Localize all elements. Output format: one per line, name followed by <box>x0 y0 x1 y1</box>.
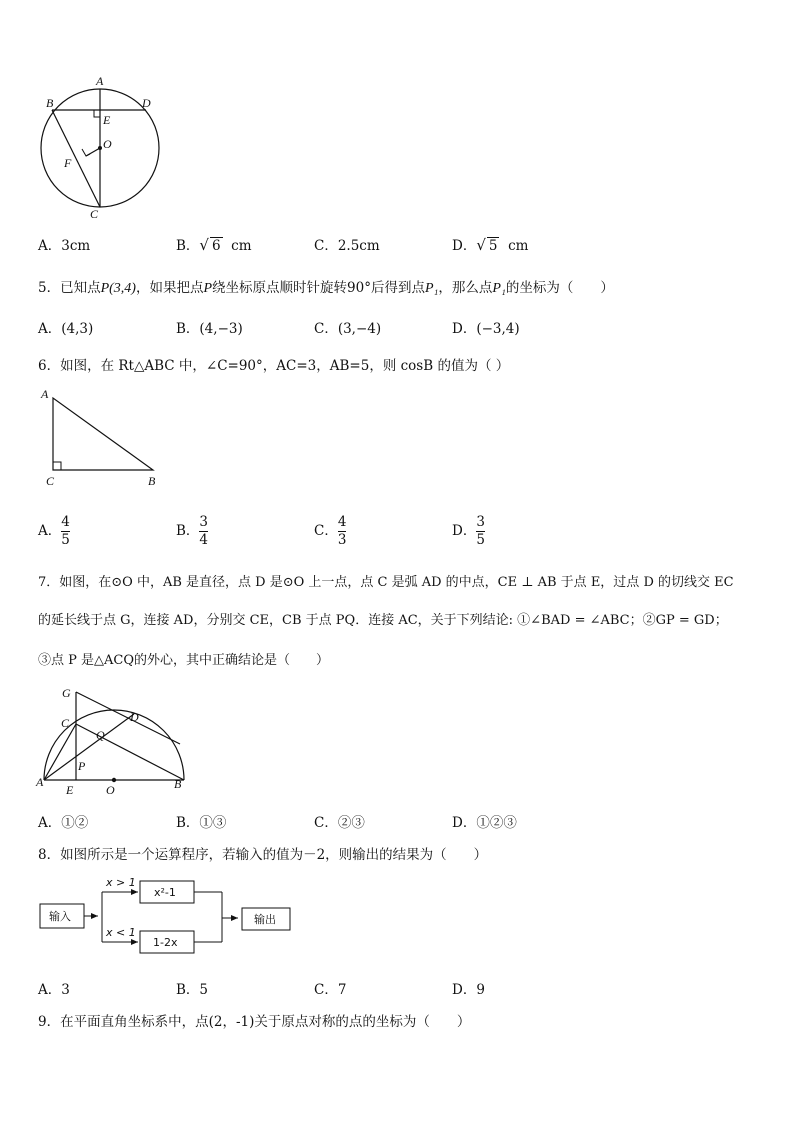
q7-option-c[interactable]: C．②③ <box>314 815 365 831</box>
q8-option-c[interactable]: C．7 <box>314 982 347 998</box>
q4-chord-bc <box>52 110 100 207</box>
q7-label-g: G <box>62 686 71 700</box>
q7-label-a: A <box>36 775 44 789</box>
q4-center-dot <box>98 146 102 150</box>
q6-option-a[interactable] <box>38 514 70 549</box>
q8-cond-gt: x > 1 <box>106 876 136 889</box>
q4-label-a: A <box>96 74 104 88</box>
q4-option-c[interactable]: C．2.5cm <box>314 238 380 254</box>
q6-option-a-num: 4 <box>61 514 70 530</box>
q5-point: P(3,4) <box>100 281 136 296</box>
q5-text-b: ，如果把点 <box>135 280 204 296</box>
q4-right-angle-e <box>94 110 100 117</box>
q5-text-a: 5．已知点 <box>38 280 101 296</box>
q7-label-b: B <box>174 777 182 791</box>
q4-right-angle-f <box>82 149 90 156</box>
q4-option-d-radicand: 5 <box>488 238 498 254</box>
q7-line-cb <box>76 724 184 780</box>
q7-center-dot <box>112 778 116 782</box>
q6-option-d[interactable] <box>452 514 485 549</box>
q5-option-a[interactable]: A．(4,3) <box>38 321 94 337</box>
q6-label-b: B <box>148 474 156 488</box>
q4-label-o: O <box>103 137 112 151</box>
q7-question-line2: 的延长线于点 G，连接 AD，分别交 CE，CB 于点 PQ．连接 AC，关于下列结论: ①∠BAD = ∠ABC；②GP = GD； <box>38 613 728 628</box>
q4-option-a[interactable]: A．3cm <box>38 238 91 254</box>
q6-label-a: A <box>41 387 49 401</box>
q6-triangle <box>53 398 153 470</box>
q5-text-e: 的坐标为（ ） <box>505 280 614 296</box>
q6-option-c-label: C． <box>314 522 338 539</box>
q4-option-d-label: D． <box>452 238 477 254</box>
q8-question: 8．如图所示是一个运算程序，若输入的值为－2，则输出的结果为（ ） <box>38 847 488 863</box>
q4-option-b-unit: cm <box>231 238 252 254</box>
q6-question: 6．如图，在 Rt△ABC 中，∠C=90°，AC=3，AB=5，则 cosB 的值为（ ） <box>38 358 510 374</box>
q5-text-c: 绕坐标原点顺时针旋转90°后得到点 <box>212 280 425 296</box>
q7-semicircle-figure <box>32 684 192 796</box>
q6-option-d-num: 3 <box>476 514 485 530</box>
q6-option-a-fraction <box>61 514 70 549</box>
q5-option-b[interactable]: B．(4,−3) <box>176 321 243 337</box>
q4-option-d[interactable] <box>452 234 528 254</box>
q8-option-b[interactable]: B．5 <box>176 982 209 998</box>
q8-expr-lt: 1-2x <box>153 936 178 949</box>
q7-question-line1: 7．如图，在⊙O 中，AB 是直径，点 D 是⊙O 上一点，点 C 是弧 AD 的中点，CE ⊥ AB 于点 E，过点 D 的切线交 EC <box>38 575 734 590</box>
q4-label-e: E <box>103 113 111 127</box>
q8-expr-gt: x²-1 <box>154 886 176 899</box>
q7-option-a[interactable]: A．①② <box>38 815 89 831</box>
q4-label-c: C <box>90 207 99 221</box>
q5-p: P <box>203 281 213 296</box>
q4-option-d-unit: cm <box>508 238 529 254</box>
q6-triangle-figure <box>36 384 166 492</box>
q6-option-b-fraction <box>199 514 208 549</box>
q7-option-b[interactable]: B．①③ <box>176 815 227 831</box>
q6-option-a-label: A． <box>38 522 62 539</box>
q6-option-d-den: 5 <box>476 531 485 548</box>
q6-option-c-fraction <box>338 514 347 549</box>
q4-label-f: F <box>64 156 72 170</box>
q7-label-q: Q <box>96 728 105 742</box>
q8-flowchart <box>36 872 296 962</box>
q5-question <box>38 276 614 297</box>
q7-line-ac <box>44 724 76 780</box>
q6-option-c[interactable] <box>314 514 346 549</box>
q7-label-d: D <box>130 710 139 724</box>
q4-option-b-label: B． <box>176 238 200 254</box>
q5-p1-2: P₁ <box>492 281 506 296</box>
q7-label-c: C <box>61 716 70 730</box>
q4-label-b: B <box>46 96 54 110</box>
q6-right-angle <box>53 462 61 470</box>
q6-option-b-den: 4 <box>199 531 209 548</box>
q4-circle-figure <box>30 72 170 222</box>
q6-option-b[interactable] <box>176 514 208 549</box>
q5-text-d: ，那么点 <box>438 280 493 296</box>
q6-option-d-fraction <box>476 514 485 549</box>
q6-option-b-label: B． <box>176 522 200 539</box>
q4-option-b-radicand: 6 <box>211 238 221 254</box>
q6-label-c: C <box>46 474 55 488</box>
q9-question: 9．在平面直角坐标系中，点(2，-1)关于原点对称的点的坐标为（ ） <box>38 1014 471 1030</box>
q6-option-c-den: 3 <box>337 531 347 548</box>
q4-label-d: D <box>142 96 151 110</box>
q6-option-d-label: D． <box>452 522 477 539</box>
q8-option-a[interactable]: A．3 <box>38 982 70 998</box>
q6-option-c-num: 4 <box>337 514 347 530</box>
q7-option-d[interactable]: D．①②③ <box>452 815 517 831</box>
q6-option-a-den: 5 <box>61 531 70 548</box>
q7-label-o: O <box>106 783 115 796</box>
q5-p1: P₁ <box>424 281 439 296</box>
q4-option-b[interactable] <box>176 234 252 254</box>
q6-option-b-num: 3 <box>199 514 209 530</box>
q8-option-d[interactable]: D．9 <box>452 982 485 998</box>
sqrt-icon: √ <box>199 236 209 254</box>
q5-option-d[interactable]: D．(−3,4) <box>452 321 520 337</box>
q8-input-label: 输入 <box>49 910 71 923</box>
q7-label-e: E <box>66 783 74 796</box>
q7-label-p: P <box>78 759 86 773</box>
q5-option-c[interactable]: C．(3,−4) <box>314 321 382 337</box>
q8-cond-lt: x < 1 <box>106 926 136 939</box>
sqrt-icon: √ <box>476 236 486 254</box>
q7-question-line3: ③点 P 是△ACQ的外心，其中正确结论是（ ） <box>38 653 330 668</box>
q8-output-label: 输出 <box>254 913 276 926</box>
